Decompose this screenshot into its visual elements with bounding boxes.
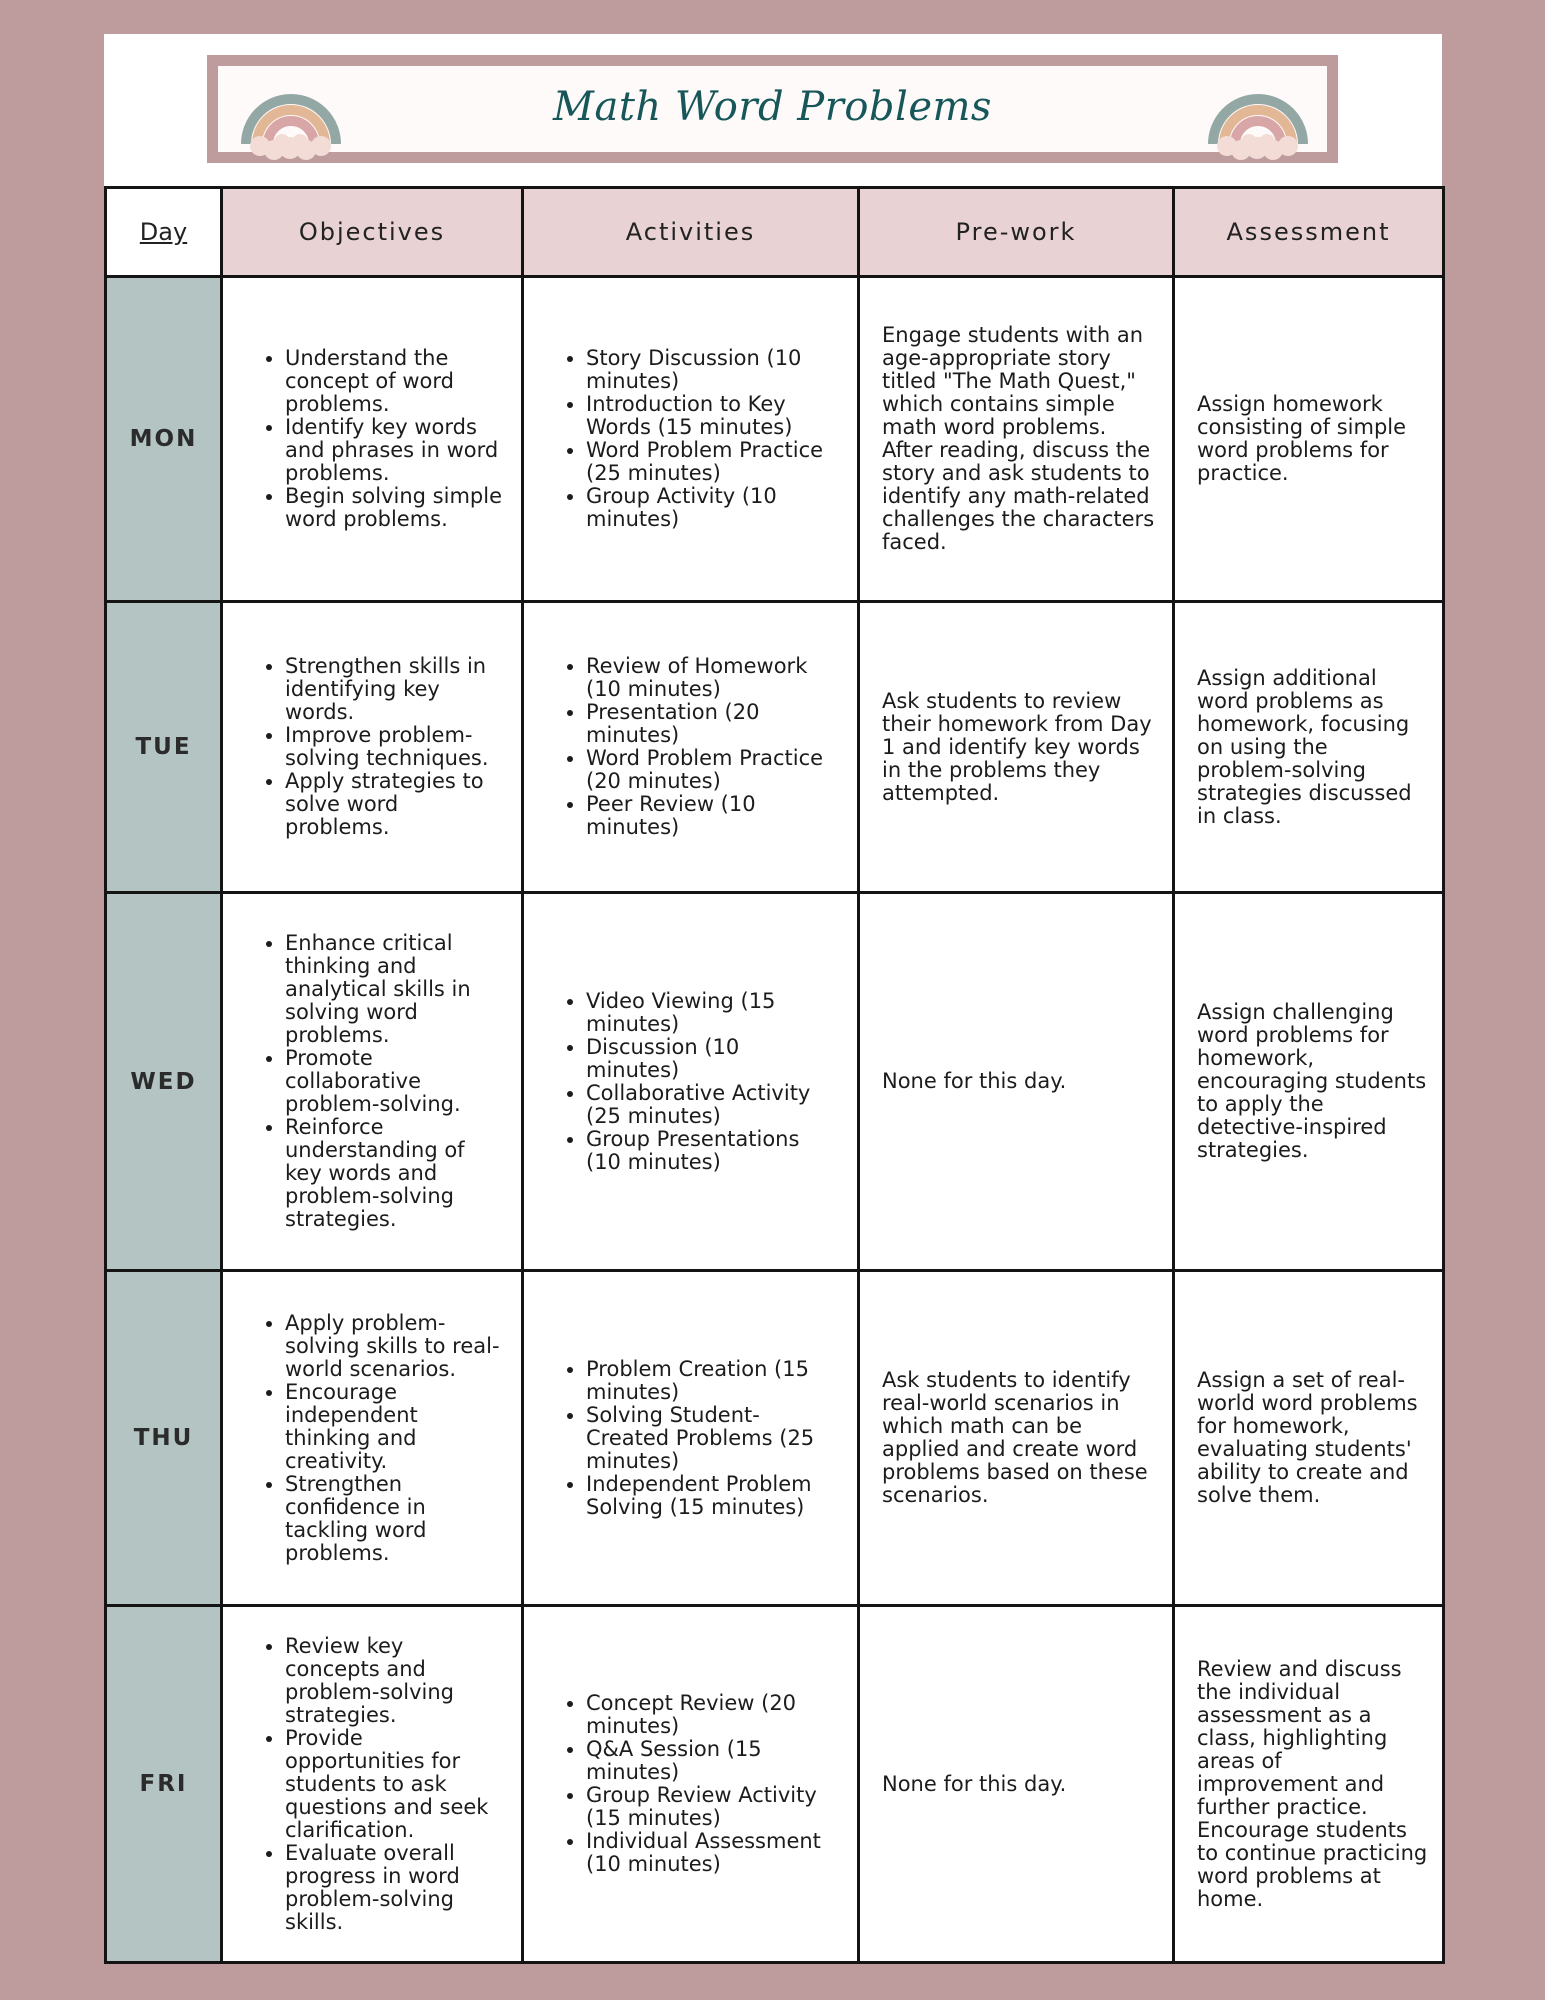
objectives-cell [222,893,523,1271]
activities-list [524,1358,857,1519]
list-item: • Improve problem-solving techniques. [285,724,503,770]
activities-list [524,1692,857,1876]
column-header-activities: Activities [523,188,859,277]
list-item: • Provide opportunities for students to ask questions and seek clarification. [285,1727,503,1842]
rainbow-icon [1203,72,1313,160]
day-label: TUE [106,602,222,893]
column-header-objectives: Objectives [222,188,523,277]
assessment-text: Assign additional word problems as homework, focusing on using the problem-solving strategies discussed in class. [1197,665,1412,828]
list-item: • Apply problem-solving skills to real-world scenarios. [285,1312,503,1381]
table-row [106,1606,1444,1963]
assessment-cell [1174,1606,1444,1963]
objectives-cell [222,1271,523,1606]
list-item: • Promote collaborative problem-solving. [285,1047,503,1116]
list-item: • Problem Creation (15 minutes) [586,1358,839,1404]
table-header-row [106,188,1444,277]
table-row [106,1271,1444,1606]
prework-text: Ask students to review their homework from Day 1 and identify key words in the problems they attempted. [882,688,1152,805]
assessment-text: Review and discuss the individual assessment as a class, highlighting areas of improvement and further practice. Encourage students to continue practicing word problems at home. [1197,1656,1428,1911]
list-item: • Concept Review (20 minutes) [586,1692,839,1738]
list-item: • Evaluate overall progress in word problem-solving skills. [285,1842,503,1934]
list-item: • Encourage independent thinking and creativity. [285,1381,503,1473]
objectives-cell [222,1606,523,1963]
page-title: Math Word Problems [553,84,992,130]
list-item: • Introduction to Key Words (15 minutes) [586,393,839,439]
prework-cell [859,602,1174,893]
activities-cell [523,1606,859,1963]
list-item: • Video Viewing (15 minutes) [586,990,839,1036]
table-row [106,602,1444,893]
title-banner [207,55,1338,163]
assessment-cell [1174,602,1444,893]
prework-text: Engage students with an age-appropriate story titled "The Math Quest," which contains simple math word problems. After reading, discuss the story and ask students to identify any math-related challenges the characters faced. [882,323,1155,554]
list-item: • Strengthen confidence in tackling word problems. [285,1473,503,1565]
day-label: FRI [106,1606,222,1963]
activities-cell [523,277,859,602]
list-item: • Review key concepts and problem-solving strategies. [285,1635,503,1727]
list-item: • Review of Homework (10 minutes) [586,655,839,701]
activities-cell [523,893,859,1271]
list-item: • Group Review Activity (15 minutes) [586,1784,839,1830]
objectives-list [223,347,521,531]
activities-cell [523,1271,859,1606]
prework-text: Ask students to identify real-world scenarios in which math can be applied and create word problems based on these scenarios. [882,1368,1148,1507]
activities-list [524,655,857,839]
table-row [106,893,1444,1271]
title-banner-inner [218,66,1327,152]
day-label: MON [106,277,222,602]
list-item: • Collaborative Activity (25 minutes) [586,1082,839,1128]
list-item: • Word Problem Practice (20 minutes) [586,747,839,793]
lesson-plan-table [104,186,1445,1964]
list-item: • Peer Review (10 minutes) [586,793,839,839]
objectives-list [223,1635,521,1934]
column-header-assessment: Assessment [1174,188,1444,277]
list-item: • Q&A Session (15 minutes) [586,1738,839,1784]
activities-cell [523,602,859,893]
assessment-text: Assign a set of real-world word problems for homework, evaluating students' ability to create and solve them. [1197,1368,1418,1507]
list-item: • Group Activity (10 minutes) [586,485,839,531]
list-item: • Presentation (20 minutes) [586,701,839,747]
assessment-cell [1174,1271,1444,1606]
list-item: • Individual Assessment (10 minutes) [586,1830,839,1876]
assessment-text: Assign homework consisting of simple word problems for practice. [1197,392,1407,485]
list-item: • Understand the concept of word problems. [285,347,503,416]
prework-cell [859,893,1174,1271]
list-item: • Story Discussion (10 minutes) [586,347,839,393]
list-item: • Enhance critical thinking and analytical skills in solving word problems. [285,932,503,1047]
day-label: WED [106,893,222,1271]
activities-list [524,990,857,1174]
prework-cell [859,1271,1174,1606]
list-item: • Begin solving simple word problems. [285,485,503,531]
objectives-list [223,655,521,839]
prework-cell [859,277,1174,602]
objectives-list [223,1312,521,1565]
objectives-cell [222,277,523,602]
objectives-cell [222,602,523,893]
column-header-prework: Pre-work [859,188,1174,277]
list-item: • Word Problem Practice (25 minutes) [586,439,839,485]
prework-text: None for this day. [882,1069,1067,1093]
list-item: • Independent Problem Solving (15 minutes) [586,1473,839,1519]
list-item: • Identify key words and phrases in word problems. [285,416,503,485]
prework-text: None for this day. [882,1771,1067,1796]
assessment-cell [1174,893,1444,1271]
activities-list [524,347,857,531]
table-row [106,277,1444,602]
list-item: • Solving Student-Created Problems (25 minutes) [586,1404,839,1473]
list-item: • Discussion (10 minutes) [586,1036,839,1082]
list-item: • Reinforce understanding of key words and problem-solving strategies. [285,1116,503,1231]
assessment-cell [1174,277,1444,602]
list-item: • Group Presentations (10 minutes) [586,1128,839,1174]
assessment-text: Assign challenging word problems for homework, encouraging students to apply the detective-inspired strategies. [1197,1000,1427,1162]
list-item: • Strengthen skills in identifying key words. [285,655,503,724]
day-label: THU [106,1271,222,1606]
prework-cell [859,1606,1174,1963]
objectives-list [223,932,521,1231]
list-item: • Apply strategies to solve word problems. [285,770,503,839]
column-header-day: Day [106,188,222,277]
